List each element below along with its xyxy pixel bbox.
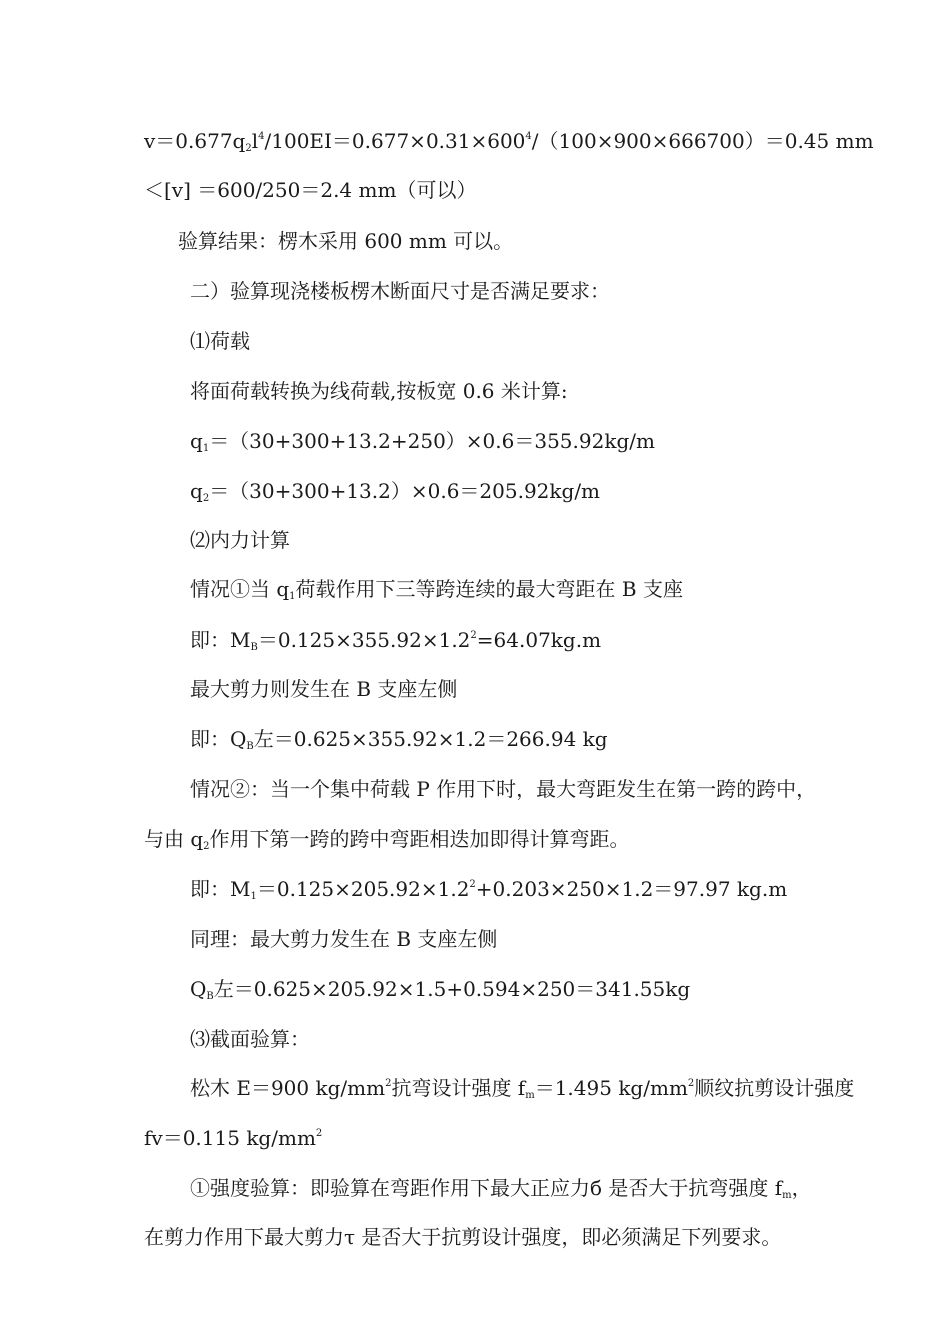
text-segment: ＝0.125×205.92×1.2 bbox=[256, 877, 470, 901]
subscript: 2 bbox=[202, 493, 210, 504]
subscript: B bbox=[206, 991, 214, 1002]
text-segment: +0.203×250×1.2＝97.97 kg.m bbox=[475, 877, 788, 901]
text-segment: 抗弯设计强度 f bbox=[391, 1076, 526, 1100]
deflection-check-line: ＜[v] ＝600/250＝2.4 mm（可以） bbox=[144, 178, 477, 202]
text-segment: 即：M bbox=[190, 877, 251, 901]
text-segment: fv＝0.115 kg/mm bbox=[144, 1126, 316, 1150]
text-segment: 与由 q bbox=[144, 827, 204, 851]
load-q2-formula bbox=[190, 477, 600, 505]
paragraph-line: 在剪力作用下最大剪力τ 是否大于抗剪设计强度，即必须满足下列要求。 bbox=[144, 1225, 782, 1249]
subsection-heading: ⑵内力计算 bbox=[190, 528, 290, 552]
shear-qb-formula-2 bbox=[190, 975, 690, 1003]
paragraph-line: 将面荷载转换为线荷载,按板宽 0.6 米计算: bbox=[190, 379, 568, 403]
text-segment: 即：M bbox=[190, 628, 251, 652]
subsection-heading: ⑶截面验算： bbox=[190, 1027, 310, 1051]
moment-m1-formula bbox=[190, 875, 787, 903]
subscript: B bbox=[246, 741, 254, 752]
text-segment: ＝（30+300+13.2+250）×0.6＝355.92kg/m bbox=[209, 429, 655, 453]
subscript: m bbox=[782, 1190, 792, 1201]
text-segment: v＝0.677q bbox=[144, 129, 246, 153]
check-result-line: 验算结果：楞木采用 600 mm 可以。 bbox=[178, 229, 514, 253]
material-properties-line-2 bbox=[144, 1124, 322, 1152]
text-segment: ， bbox=[791, 1176, 812, 1200]
superscript: 4 bbox=[525, 131, 532, 142]
subscript: 1 bbox=[250, 891, 257, 902]
load-q1-formula bbox=[190, 427, 655, 455]
subscript: B bbox=[250, 642, 258, 653]
subscript: 2 bbox=[245, 143, 252, 154]
paragraph-line bbox=[144, 825, 630, 853]
text-segment: 顺纹抗剪设计强度 bbox=[694, 1076, 855, 1100]
text-segment: /100EI＝0.677×0.31×600 bbox=[264, 129, 526, 153]
superscript: 4 bbox=[258, 131, 265, 142]
subscript: 1 bbox=[289, 591, 296, 602]
shear-qb-formula bbox=[190, 725, 608, 753]
text-segment: ＝0.125×355.92×1.2 bbox=[257, 628, 471, 652]
paragraph-line: 同理：最大剪力发生在 B 支座左侧 bbox=[190, 927, 498, 951]
strength-check-line bbox=[190, 1174, 812, 1202]
text-segment: ①强度验算：即验算在弯距作用下最大正应力б 是否大于抗弯强度 f bbox=[190, 1176, 783, 1200]
superscript: 2 bbox=[385, 1078, 392, 1089]
text-segment: ＝1.495 kg/mm bbox=[534, 1076, 688, 1100]
text-segment: q bbox=[190, 429, 203, 453]
text-segment: ＝（30+300+13.2）×0.6＝205.92kg/m bbox=[209, 479, 601, 503]
subscript: 1 bbox=[202, 443, 210, 454]
superscript: 2 bbox=[687, 1078, 695, 1089]
material-properties-line bbox=[190, 1074, 854, 1102]
subscript: 2 bbox=[203, 841, 210, 852]
section-heading: 二）验算现浇楼板楞木断面尺寸是否满足要求： bbox=[190, 279, 610, 303]
text-segment: Q bbox=[190, 977, 207, 1001]
paragraph-line: 最大剪力则发生在 B 支座左侧 bbox=[190, 677, 458, 701]
text-segment: q bbox=[190, 479, 203, 503]
text-segment: =64.07kg.m bbox=[476, 628, 602, 652]
deflection-formula-line bbox=[144, 127, 874, 155]
moment-mb-formula bbox=[190, 626, 601, 654]
subsection-heading: ⑴荷载 bbox=[190, 329, 250, 353]
subscript: m bbox=[525, 1090, 535, 1101]
paragraph-line bbox=[190, 575, 683, 603]
superscript: 2 bbox=[315, 1128, 323, 1139]
superscript: 2 bbox=[470, 630, 477, 641]
text-segment: 松木 E＝900 kg/mm bbox=[190, 1076, 386, 1100]
superscript: 2 bbox=[469, 879, 476, 890]
text-segment: l bbox=[251, 129, 259, 153]
text-segment: 左＝0.625×205.92×1.5+0.594×250＝341.55kg bbox=[213, 977, 691, 1001]
text-segment: 即：Q bbox=[190, 727, 247, 751]
text-segment: 左＝0.625×355.92×1.2＝266.94 kg bbox=[253, 727, 608, 751]
text-segment: /（100×900×666700）＝0.45 mm bbox=[531, 129, 874, 153]
text-segment: 荷载作用下三等跨连续的最大弯距在 B 支座 bbox=[295, 577, 683, 601]
text-segment: 情况①当 q bbox=[190, 577, 290, 601]
paragraph-line: 情况②：当一个集中荷载 P 作用下时，最大弯距发生在第一跨的跨中， bbox=[190, 777, 817, 801]
text-segment: 作用下第一跨的跨中弯距相迭加即得计算弯距。 bbox=[209, 827, 630, 851]
